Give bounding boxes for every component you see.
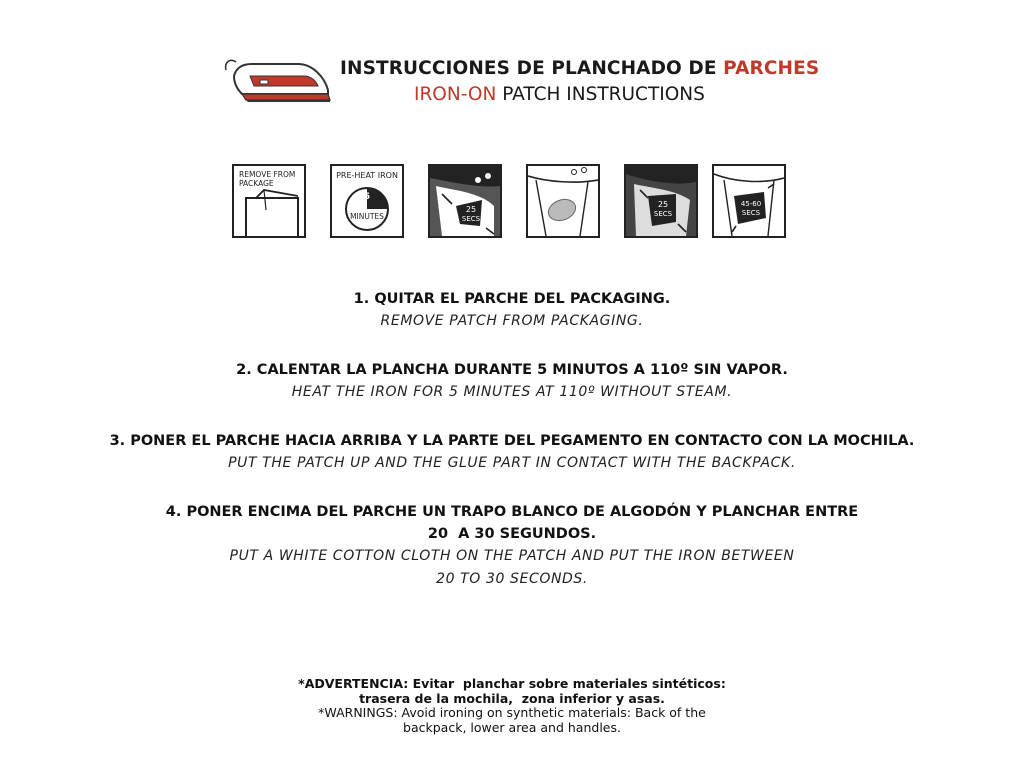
step-1 [0,288,1024,333]
warning-spanish-line-1: *ADVERTENCIA: Evitar planchar sobre materiales sintéticos: [298,676,726,691]
preheat-timer-icon [330,164,404,238]
step-4-spanish-line-2: 20 A 30 SEGUNDOS. [427,526,597,542]
step-3-spanish: 3. PONER EL PARCHE HACIA ARRIBA Y LA PARTE DEL PEGAMENTO EN CONTACTO CON LA MOCHILA. [109,433,915,449]
warning-english-line-2: backpack, lower area and handles. [403,719,621,735]
step-icons-row [232,164,792,240]
title-spanish: INSTRUCCIONES DE PLANCHADO DE PARCHES [340,58,820,79]
svg-text:5: 5 [363,192,371,202]
title-english: IRON-ON PATCH INSTRUCTIONS [414,84,705,105]
step-2-english: HEAT THE IRON FOR 5 MINUTES AT 110º WITHOUT STEAM. [291,384,733,400]
svg-text:45-60: 45-60 [740,200,762,208]
step-4 [0,501,1024,591]
warning-english-line-1: *WARNINGS: Avoid ironing on synthetic materials: Back of the [318,705,706,720]
step-4-english-line-2: 20 TO 30 SECONDS. [436,571,588,587]
iron-45-60-secs-icon [712,164,786,238]
svg-text:PACKAGE: PACKAGE [239,179,274,188]
svg-text:SECS: SECS [653,210,673,218]
step-2-spanish: 2. CALENTAR LA PLANCHA DURANTE 5 MINUTOS A 110º SIN VAPOR. [236,362,788,378]
svg-text:25: 25 [657,200,669,209]
warning-spanish-line-2: trasera de la mochila, zona inferior y asas. [359,690,665,706]
step-3 [0,430,1024,475]
step-4-english-line-1: PUT A WHITE COTTON CLOTH ON THE PATCH AND PUT THE IRON BETWEEN [229,548,795,564]
iron-25-secs-icon [428,164,502,238]
svg-text:PRE-HEAT IRON: PRE-HEAT IRON [336,171,398,180]
svg-text:SECS: SECS [461,215,481,223]
svg-text:25: 25 [465,205,477,214]
step-3-english: PUT THE PATCH UP AND THE GLUE PART IN CONTACT WITH THE BACKPACK. [228,455,796,471]
step-2 [0,359,1024,404]
svg-text:REMOVE FROM: REMOVE FROM [239,170,296,179]
step-4-spanish-line-1: 4. PONER ENCIMA DEL PARCHE UN TRAPO BLANCO DE ALGODÓN Y PLANCHAR ENTRE [165,504,859,520]
svg-text:MINUTES: MINUTES [350,212,384,221]
instructions [0,288,1024,617]
header [220,52,820,122]
iron-25-secs-cloth-icon [624,164,698,238]
glue-patch-icon [526,164,600,238]
iron-icon [220,54,332,120]
warning [0,677,1024,735]
remove-package-icon [232,164,306,238]
step-1-english: REMOVE PATCH FROM PACKAGING. [380,313,644,329]
step-1-spanish: 1. QUITAR EL PARCHE DEL PACKAGING. [353,291,671,307]
svg-text:SECS: SECS [741,209,761,217]
